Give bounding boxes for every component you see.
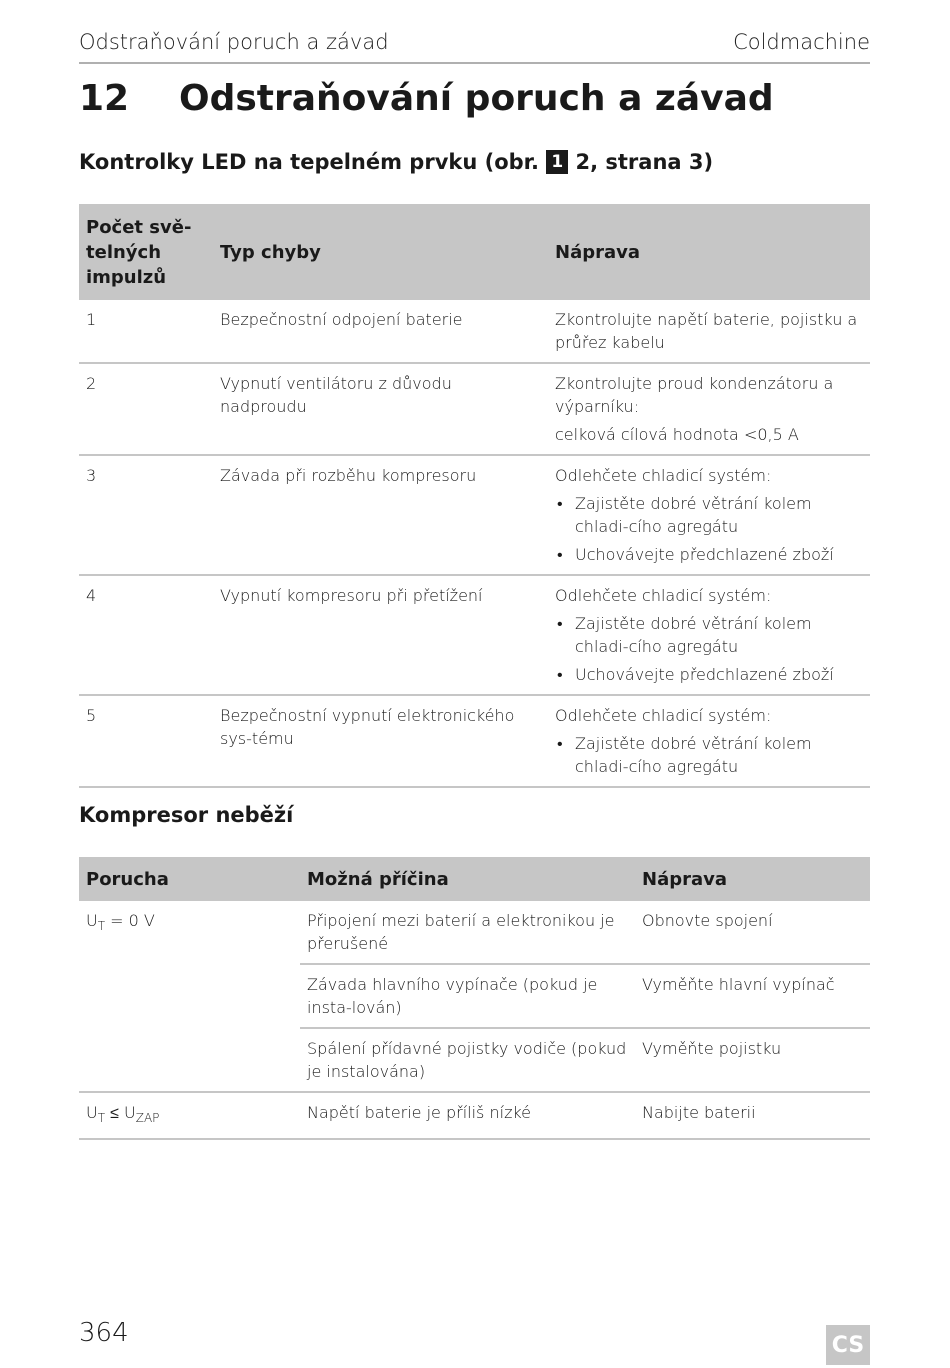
cause-cell: Spálení přídavné pojistky vodiče (pokud je instalována) [300,1028,635,1092]
table-row [79,1092,870,1139]
led-heading-prefix: Kontrolky LED na tepelném prvku (obr. [79,150,540,174]
remedy-bullet-list [555,612,863,686]
remedy-cell: Vyměňte hlavní vypínač [635,964,870,1028]
table-row [79,901,870,964]
fault-symbol: U [86,1103,98,1122]
comp-col-fault: Porucha [79,857,300,901]
remedy-text: Zkontrolujte proud kondenzátoru a výparníku: [555,374,834,416]
page-header [79,30,870,64]
remedy-text: celková cílová hodnota <0,5 A [555,425,799,444]
compressor-table-header [79,857,870,901]
header-section-title: Odstraňování poruch a závad [79,30,389,54]
page-number: 364 [79,1318,129,1348]
error-type-cell: Bezpečnostní vypnutí elektronického sys-tému [213,695,548,787]
remedy-cell [548,363,870,455]
led-table-header [79,204,870,300]
remedy-bullet: • Zajistěte dobré větrání kolem chladi-cího agregátu [555,732,863,778]
remedy-cell: Nabijte baterii [635,1092,870,1139]
cause-cell: Připojení mezi baterií a elektronikou je přerušené [300,901,635,964]
language-badge: CS [826,1325,870,1365]
led-table [79,204,870,788]
impulse-count-cell: 1 [79,300,213,363]
impulse-count-cell: 3 [79,455,213,575]
impulse-count-cell: 5 [79,695,213,787]
error-type-cell: Vypnutí kompresoru při přetížení [213,575,548,695]
impulse-count-cell: 2 [79,363,213,455]
cause-cell: Napětí baterie je příliš nízké [300,1092,635,1139]
header-product-name: Coldmachine [733,30,870,54]
led-col-count: Počet svě- telných impulzů [79,204,213,300]
table-row [79,455,870,575]
remedy-text: Zkontrolujte napětí baterie, pojistku a průřez kabelu [555,310,858,352]
fault-value: = 0 V [105,911,155,930]
fault-subscript-zap: ZAP [135,1111,160,1126]
table-row [79,300,870,363]
figure-number-badge: 1 [546,150,568,174]
error-type-cell: Vypnutí ventilátoru z důvodu nadproudu [213,363,548,455]
table-row [79,363,870,455]
fault-symbol: U [86,911,98,930]
remedy-bullet: • Uchovávejte předchlazené zboží [555,543,863,566]
fault-ut-zero [79,901,300,1092]
led-heading-suffix: 2, strana 3) [575,150,714,174]
comp-col-cause: Možná příčina [300,857,635,901]
fault-subscript: T [97,1111,106,1126]
remedy-cell [548,695,870,787]
led-col-remedy: Náprava [548,204,870,300]
error-type-cell: Bezpečnostní odpojení baterie [213,300,548,363]
chapter-heading [79,78,774,119]
remedy-cell: Vyměňte pojistku [635,1028,870,1092]
cause-cell: Závada hlavního vypínače (pokud je insta-lován) [300,964,635,1028]
comp-col-remedy: Náprava [635,857,870,901]
fault-subscript: T [97,919,106,934]
led-section-heading [79,150,713,174]
led-col-error: Typ chyby [213,204,548,300]
remedy-text: Odlehčete chladicí systém: [555,706,772,725]
remedy-bullet: • Zajistěte dobré větrání kolem chladi-cího agregátu [555,612,863,658]
remedy-cell: Obnovte spojení [635,901,870,964]
remedy-cell [548,300,870,363]
remedy-bullet-list [555,732,863,778]
chapter-number: 12 [79,78,130,119]
remedy-bullet: • Uchovávejte předchlazené zboží [555,663,863,686]
remedy-cell [548,575,870,695]
remedy-text: Odlehčete chladicí systém: [555,466,772,485]
table-row [79,695,870,787]
remedy-bullet-list [555,492,863,566]
compressor-table [79,857,870,1140]
compressor-section-heading: Kompresor neběží [79,803,294,827]
fault-comparison: ≤ U [105,1103,136,1122]
fault-ut-le-uzap [79,1092,300,1139]
table-row [79,575,870,695]
error-type-cell: Závada při rozběhu kompresoru [213,455,548,575]
remedy-cell [548,455,870,575]
impulse-count-cell: 4 [79,575,213,695]
chapter-title: Odstraňování poruch a závad [179,78,774,119]
remedy-text: Odlehčete chladicí systém: [555,586,772,605]
remedy-bullet: • Zajistěte dobré větrání kolem chladi-cího agregátu [555,492,863,538]
